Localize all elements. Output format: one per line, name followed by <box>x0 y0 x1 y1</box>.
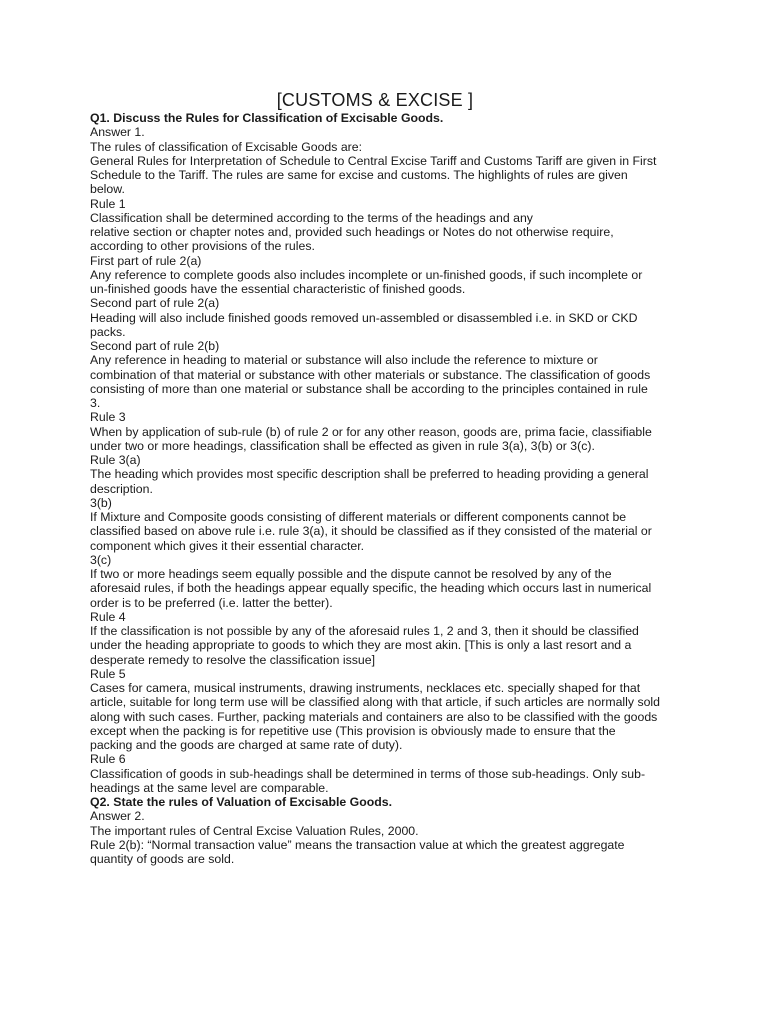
paragraph: Answer 1. <box>90 125 145 140</box>
paragraph: First part of rule 2(a) <box>90 253 202 268</box>
paragraph: If two or more headings seem equally possible and the dispute cannot be resolved by any of the aforesaid rules, if both the headings appear equally specific, the heading which occurs last in numerical order is to be preferred (i.e. latter the better). <box>90 567 652 610</box>
paragraph: If Mixture and Composite goods consisting of different materials or different components cannot be classified based on above rule i.e. rule 3(a), it should be classified as if they consisted of the material or component which gives it their essential character. <box>90 510 652 553</box>
paragraph: Heading will also include finished goods removed un-assembled or disassembled i.e. in SKD or CKD packs. <box>90 310 638 339</box>
paragraph: Second part of rule 2(a) <box>90 296 220 311</box>
paragraph: When by application of sub-rule (b) of rule 2 or for any other reason, goods are, prima facie, classifiable under two or more headings, classification shall be effected as given in rule 3(a), 3(b) or 3(c). <box>90 424 652 453</box>
paragraph: Rule 2(b): “Normal transaction value” means the transaction value at which the greatest aggregate quantity of goods are sold. <box>90 837 625 866</box>
paragraph: The heading which provides most specific description shall be preferred to heading providing a general description. <box>90 467 649 496</box>
paragraph: Rule 3 <box>90 410 126 425</box>
question-heading: Q2. State the rules of Valuation of Excisable Goods. <box>90 795 393 809</box>
paragraph: Answer 2. <box>90 809 145 824</box>
paragraph: 3(c) <box>90 552 112 567</box>
paragraph: Cases for camera, musical instruments, drawing instruments, necklaces etc. specially shaped for that article, suitable for long term use will be classified along with that article, if such articles are normally sold along with such cases. Further, packing materials and containers are also to be classified with the goods except when the packing is for repetitive use (This provision is obviously made to ensure that the packing and the goods are charged at same rate of duty). <box>90 681 661 752</box>
paragraph: The important rules of Central Excise Valuation Rules, 2000. <box>90 823 419 838</box>
paragraph: Any reference in heading to material or substance will also include the reference to mixture or combination of that material or substance with other materials or substance. The classification of goods consisting of more than one material or substance shall be according to the principles contained in rule 3. <box>90 353 651 410</box>
paragraph: Rule 1 <box>90 196 126 211</box>
paragraph: Rule 3(a) <box>90 453 141 467</box>
paragraph: Classification of goods in sub-headings shall be determined in terms of those sub-headings. Only sub-headings at the same level are comparable. <box>90 766 646 795</box>
paragraph: If the classification is not possible by any of the aforesaid rules 1, 2 and 3, then it should be classified under the heading appropriate to goods to which they are most akin. [This is only a last resort and a desperate remedy to resolve the classification issue] <box>90 624 639 667</box>
paragraph: General Rules for Interpretation of Schedule to Central Excise Tariff and Customs Tariff are given in First Schedule to the Tariff. The rules are same for excise and customs. The highlights of rules are given below. <box>90 153 657 197</box>
question-heading: Q1. Discuss the Rules for Classification of Excisable Goods. <box>90 111 444 125</box>
document-body <box>90 111 660 866</box>
paragraph: Rule 6 <box>90 752 126 767</box>
paragraph: Classification shall be determined according to the terms of the headings and any <box>90 210 533 225</box>
document-title: [CUSTOMS & EXCISE ] <box>276 90 474 110</box>
paragraph: 3(b) <box>90 495 112 510</box>
paragraph: relative section or chapter notes and, provided such headings or Notes do not otherwise require, according to other provisions of the rules. <box>90 225 614 254</box>
paragraph: Rule 5 <box>90 666 126 681</box>
paragraph: Any reference to complete goods also includes incomplete or un-finished goods, if such incomplete or un-finished goods have the essential characteristic of finished goods. <box>90 267 643 296</box>
document-page <box>90 90 660 866</box>
paragraph: The rules of classification of Excisable Goods are: <box>90 139 363 154</box>
paragraph: Rule 4 <box>90 609 126 624</box>
paragraph: Second part of rule 2(b) <box>90 339 220 353</box>
